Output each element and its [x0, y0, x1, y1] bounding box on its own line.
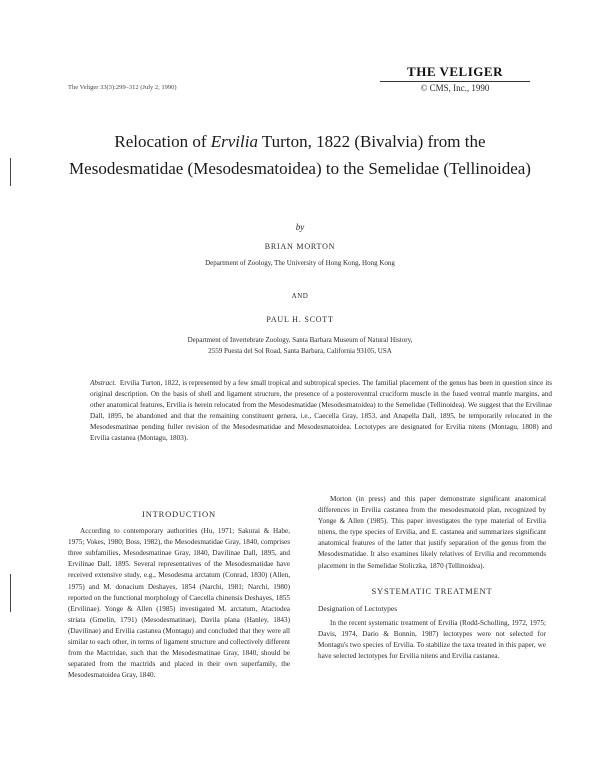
affiliation-santa-barbara [150, 335, 450, 357]
abstract-text: Ervilia Turton, 1822, is represented by a few small tropical and subtropical species. The familial placement of the genus has been in question since its original description. On the basis of shell and ligament structure, the presence of a posteroventral cruciform muscle in the fused ventral mantle margins, and other anatomical features, Ervilia is herein relocated from the Mesodesmatidae (Mesodesmatoidea) to the Semelidae (Tellinoidea). We suggest that the Ervilinae Dall, 1895, be abandoned and that the remaining constituent genera, i.e., Caecella Gray, 1853, and Anapella Dall, 1895, be temporarily relocated in the Mesodesmatinae pending fuller revision of the Mesodesmatidae and Mesodesmatoidea. Lectotypes are designated for Ervilia nitens (Montagu, 1808) and Ervilia castanea (Montagu, 1803). [90, 379, 552, 442]
author-conjunction: AND [291, 292, 309, 300]
affiliation-hong-kong: Department of Zoology, The University of Hong Kong, Hong Kong [205, 259, 395, 267]
margin-mark-bottom [10, 574, 11, 612]
citation-line: The Veliger 33(3):299–312 (July 2, 1990) [68, 84, 177, 91]
margin-mark-top [10, 158, 11, 186]
masthead-rule [380, 81, 530, 82]
author-scott: PAUL H. SCOTT [266, 315, 334, 324]
title-post: Turton, 1822 (Bivalvia) from the Mesodesmatidae (Mesodesmatoidea) to the Semelidae (Tellinoidea) [69, 132, 531, 178]
journal-name: THE VELIGER [407, 64, 503, 79]
affiliation2-line1: Department of Invertebrate Zoology, Santa Barbara Museum of Natural History, [187, 336, 413, 344]
article-title [60, 128, 540, 182]
right-column [318, 494, 546, 662]
title-genus: Ervilia [210, 132, 258, 151]
affiliation2-line2: 2559 Puesta del Sol Road, Santa Barbara, California 93105, USA [208, 347, 392, 355]
right-paragraph-1: Morton (in press) and this paper demonstrate significant anatomical differences in Ervilia castanea from the mesodesmatoid plan, recognized by Yonge & Allen (1985). This paper investigates the type material of Ervilia nitens, the type species of Ervilia, and E. castanea and summarizes significant anatomical features of the latter that justify separation of the genus from the Mesodesmatidae. It also examines likely relatives of Ervilia and recommends placement in the Semelidae Stoliczka, 1870 (Tellinoidea). [318, 495, 546, 570]
abstract [90, 378, 552, 443]
lectotypes-subheading: Designation of Lectotypes [318, 603, 398, 613]
systematic-treatment-heading: SYSTEMATIC TREATMENT [371, 585, 493, 596]
introduction-paragraph: According to contemporary authorities (Hu, 1971; Sakurai & Habe, 1975; Vokes, 1980; Boss, 1982), the Mesodesmatidae Gray, 1840, comprises three subfamilies, Mesodesmatinae Gray, 1840, Davilinae Dall, 1895, and Ervilinae Dall, 1895. Several representatives of the Mesodesmatidae have received extensive study, e.g., Mesodesma arctatum (Conrad, 1830) (Allen, 1975) and M. donacium Deshayes, 1854 (Narchi, 1981; Narchi, 1980) reported on the functional morphology of Caecella chinensis Deshayes, 1855 (Ervilinae). Yonge & Allen (1985) investigated M. arctatum, Atactodea striata (Gmelin, 1791) (Mesodesmatinae), Davila plana (Hanley, 1843) (Davilinae) and Ervilia castanea (Montagu) and concluded that they were all similar to each other, in terms of ligament structure and collectively different from the Mactridae, such that the Mesodesmatinae Gray, 1840, should be separated from the mactrids and placed in their own superfamily, the Mesodesmatoidea Gray, 1840. [68, 527, 290, 680]
title-pre: Relocation of [114, 132, 211, 151]
right-paragraph-2: In the recent systematic treatment of Ervilia (Rodd-Scholling, 1972, 1975; Davis, 1974, Dario & Bonnin, 1987) lectotypes were not selected for Montagu's two species of Ervilia. To stabilize the taxa treated in this paper, we have selected lectotypes for Ervilia nitens and Ervilia castanea. [318, 618, 546, 661]
journal-masthead [380, 64, 530, 93]
author-morton: BRIAN MORTON [264, 242, 336, 251]
introduction-heading: INTRODUCTION [142, 509, 216, 519]
copyright-notice: © CMS, Inc., 1990 [420, 83, 490, 93]
abstract-label: Abstract. [90, 379, 117, 387]
by-line: by [295, 222, 305, 232]
left-column [68, 509, 290, 681]
